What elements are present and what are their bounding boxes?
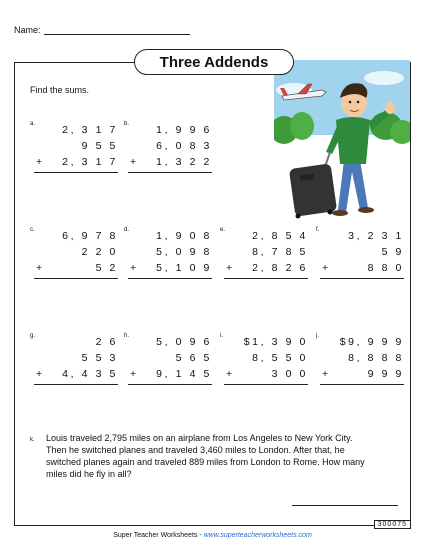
addend-3: 9, 1 4 5 bbox=[156, 368, 212, 380]
problem-label: b. bbox=[124, 121, 130, 127]
sum-line bbox=[34, 278, 118, 279]
addend-2: 8, 8 8 8 bbox=[348, 352, 404, 364]
addend-2: 5 9 bbox=[381, 246, 404, 258]
sum-line bbox=[34, 172, 118, 173]
traveler-illustration bbox=[274, 60, 410, 220]
addend-2: 9 5 5 bbox=[81, 140, 118, 152]
problem-label: i. bbox=[220, 333, 223, 339]
addend-2: 8, 5 5 0 bbox=[252, 352, 308, 364]
plus-sign: + bbox=[322, 262, 329, 274]
problem-label: f. bbox=[316, 227, 320, 233]
addend-1: $1, 3 9 0 bbox=[243, 336, 308, 348]
sum-line bbox=[34, 384, 118, 385]
addend-2: 5 5 3 bbox=[81, 352, 118, 364]
plus-sign: + bbox=[226, 262, 233, 274]
addend-1: 2, 3 1 7 bbox=[62, 124, 118, 136]
problem-f bbox=[316, 227, 404, 287]
addend-2: 5 6 5 bbox=[175, 352, 212, 364]
name-row bbox=[14, 25, 190, 35]
sum-line bbox=[128, 172, 212, 173]
plus-sign: + bbox=[322, 368, 329, 380]
addend-3: 9 9 9 bbox=[367, 368, 404, 380]
sum-line bbox=[320, 384, 404, 385]
suitcase-icon bbox=[289, 152, 337, 219]
plus-sign: + bbox=[130, 156, 137, 168]
addend-3: 3 0 0 bbox=[271, 368, 308, 380]
sum-line bbox=[128, 278, 212, 279]
problem-i bbox=[220, 333, 308, 393]
footer-url[interactable]: www.superteacherworksheets.com bbox=[203, 532, 312, 539]
cloud bbox=[364, 71, 404, 85]
addend-3: 2, 8 2 6 bbox=[252, 262, 308, 274]
name-label: Name: bbox=[14, 25, 41, 35]
addend-1: 1, 9 9 6 bbox=[156, 124, 212, 136]
addend-1: $9, 9 9 9 bbox=[339, 336, 404, 348]
answer-line[interactable] bbox=[292, 505, 398, 506]
problem-label: e. bbox=[220, 227, 226, 233]
problem-label: k. bbox=[30, 437, 35, 443]
addend-3: 8 8 0 bbox=[367, 262, 404, 274]
name-input-line[interactable] bbox=[44, 26, 190, 35]
addend-1: 1, 9 0 8 bbox=[156, 230, 212, 242]
problem-a bbox=[30, 121, 118, 181]
plus-sign: + bbox=[226, 368, 233, 380]
addend-2: 5, 0 9 8 bbox=[156, 246, 212, 258]
problem-label: g. bbox=[30, 333, 36, 339]
sum-line bbox=[224, 384, 308, 385]
problem-label: h. bbox=[124, 333, 130, 339]
sum-line bbox=[128, 384, 212, 385]
instructions: Find the sums. bbox=[30, 85, 90, 95]
addend-1: 2, 8 5 4 bbox=[252, 230, 308, 242]
plus-sign: + bbox=[36, 262, 43, 274]
addend-3: 4, 4 3 5 bbox=[62, 368, 118, 380]
problem-e bbox=[220, 227, 308, 287]
addend-1: 3, 2 3 1 bbox=[348, 230, 404, 242]
addend-3: 5 2 bbox=[95, 262, 118, 274]
sum-line bbox=[224, 278, 308, 279]
word-problem-text: Louis traveled 2,795 miles on an airplane from Los Angeles to New York City. Then he switched planes and traveled 3,460 miles to London. After that, he switched planes again and traveled 889 miles from London to Rome. How many miles did he fly in all? bbox=[46, 433, 365, 479]
problem-c bbox=[30, 227, 118, 287]
addend-2: 2 2 0 bbox=[81, 246, 118, 258]
footer bbox=[0, 532, 425, 539]
footer-brand: Super Teacher Worksheets - bbox=[113, 532, 204, 539]
problem-b bbox=[124, 121, 212, 181]
problem-label: d. bbox=[124, 227, 130, 233]
problem-j bbox=[316, 333, 404, 393]
addend-2: 6, 0 8 3 bbox=[156, 140, 212, 152]
addend-1: 2 6 bbox=[95, 336, 118, 348]
addend-3: 2, 3 1 7 bbox=[62, 156, 118, 168]
addend-3: 5, 1 0 9 bbox=[156, 262, 212, 274]
addend-1: 5, 0 9 6 bbox=[156, 336, 212, 348]
addend-1: 6, 9 7 8 bbox=[62, 230, 118, 242]
problem-label: a. bbox=[30, 121, 36, 127]
problem-g bbox=[30, 333, 118, 393]
addend-3: 1, 3 2 2 bbox=[156, 156, 212, 168]
problem-label: j. bbox=[316, 333, 319, 339]
worksheet-title: Three Addends bbox=[134, 49, 294, 75]
problem-label: c. bbox=[30, 227, 35, 233]
plus-sign: + bbox=[130, 368, 137, 380]
problem-h bbox=[124, 333, 212, 393]
worksheet-code: 300075 bbox=[374, 520, 411, 529]
plus-sign: + bbox=[36, 368, 43, 380]
plus-sign: + bbox=[130, 262, 137, 274]
addend-2: 8, 7 8 5 bbox=[252, 246, 308, 258]
sum-line bbox=[320, 278, 404, 279]
plus-sign: + bbox=[36, 156, 43, 168]
problem-d bbox=[124, 227, 212, 287]
